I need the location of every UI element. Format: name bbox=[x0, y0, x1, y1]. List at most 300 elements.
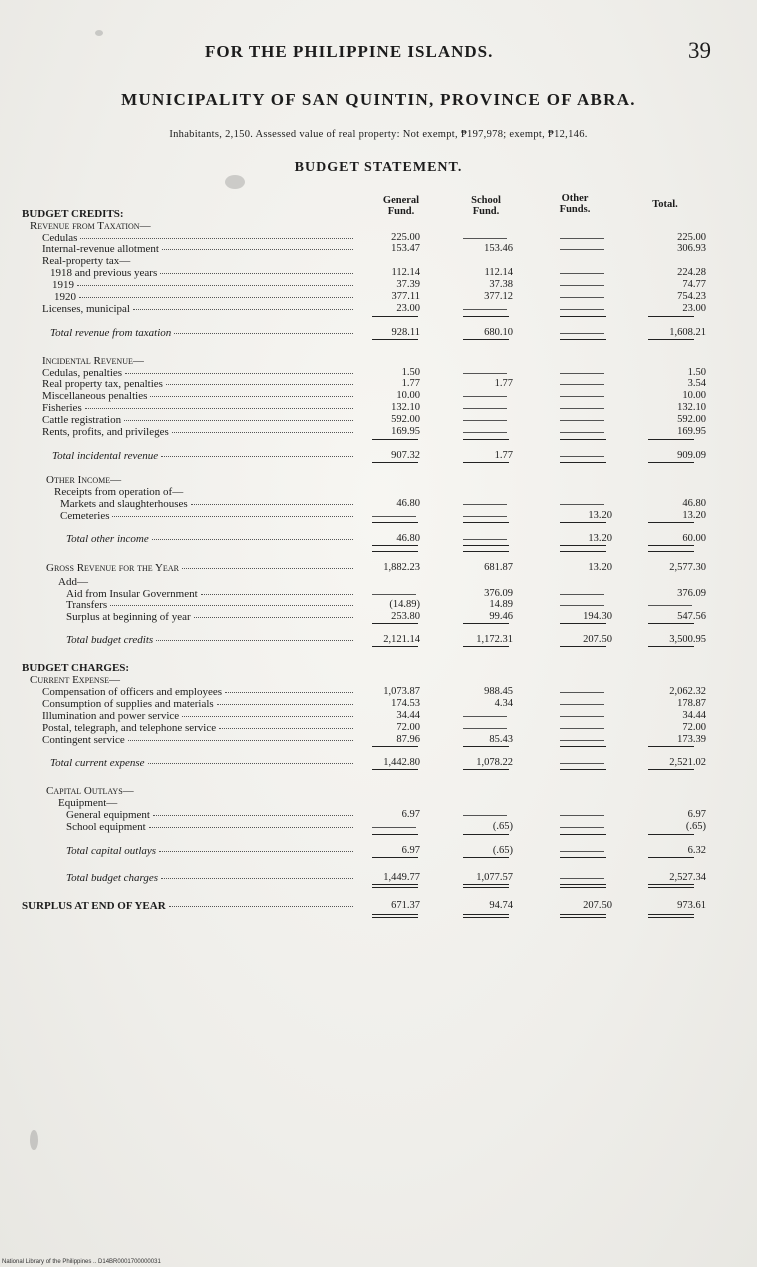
cell-school: (.65) bbox=[492, 845, 513, 856]
cell-total: 6.97 bbox=[687, 809, 706, 820]
leader-dots bbox=[125, 372, 353, 374]
total-rule bbox=[372, 914, 418, 915]
total-rule bbox=[372, 623, 418, 624]
total-rule bbox=[560, 884, 606, 885]
empty-cell-dash bbox=[560, 740, 604, 741]
total-rule bbox=[648, 339, 694, 340]
total-rule bbox=[648, 917, 694, 918]
column-header-school-fund: School Fund. bbox=[471, 195, 501, 217]
row-label bbox=[22, 662, 129, 674]
total-rule bbox=[463, 857, 509, 858]
row-label-text: Illumination and power service bbox=[42, 710, 180, 722]
row-label-text: Postal, telegraph, and telephone service bbox=[42, 722, 217, 734]
cell-school: 1.77 bbox=[494, 378, 513, 389]
leader-dots bbox=[110, 604, 353, 606]
cell-general: 174.53 bbox=[391, 698, 420, 709]
cell-general: 253.80 bbox=[391, 611, 420, 622]
row-label-text: Fisheries bbox=[42, 402, 82, 414]
table-row bbox=[0, 797, 757, 809]
table-row bbox=[0, 414, 757, 426]
cell-school: 376.09 bbox=[484, 588, 513, 599]
total-rule bbox=[463, 917, 509, 918]
cell-total: 74.77 bbox=[682, 279, 706, 290]
cell-school: 99.46 bbox=[489, 611, 513, 622]
leader-dots bbox=[148, 762, 353, 764]
cell-total: 60.00 bbox=[682, 533, 706, 544]
total-rule bbox=[560, 746, 606, 747]
total-rule bbox=[648, 439, 694, 440]
leader-dots bbox=[201, 593, 353, 595]
empty-cell-dash bbox=[463, 516, 507, 517]
cell-total: 13.20 bbox=[682, 510, 706, 521]
cell-general: 1,882.23 bbox=[383, 562, 420, 573]
total-rule bbox=[560, 316, 606, 317]
cell-total: 23.00 bbox=[682, 303, 706, 314]
total-rule bbox=[648, 646, 694, 647]
empty-cell-dash bbox=[560, 605, 604, 606]
leader-dots bbox=[161, 455, 353, 457]
row-label-text: Total revenue from taxation bbox=[50, 327, 172, 339]
leader-dots bbox=[112, 515, 353, 517]
row-label-text: Cemeteries bbox=[60, 510, 110, 522]
total-rule bbox=[648, 834, 694, 835]
cell-total: 376.09 bbox=[677, 588, 706, 599]
leader-dots bbox=[156, 639, 353, 641]
row-label-text: BUDGET CREDITS: bbox=[22, 208, 124, 220]
row-label bbox=[42, 426, 353, 438]
row-label bbox=[58, 797, 117, 809]
total-row bbox=[0, 757, 757, 769]
row-label bbox=[66, 872, 353, 884]
row-label bbox=[42, 710, 353, 722]
table-row bbox=[0, 710, 757, 722]
table-row bbox=[0, 279, 757, 291]
cell-general: 1,442.80 bbox=[383, 757, 420, 768]
total-rule bbox=[560, 339, 606, 340]
empty-cell-dash bbox=[560, 384, 604, 385]
cell-general: 46.80 bbox=[396, 533, 420, 544]
row-label-text: Total other income bbox=[66, 533, 149, 545]
row-label bbox=[66, 634, 353, 646]
empty-cell-dash bbox=[560, 396, 604, 397]
empty-cell-dash bbox=[372, 827, 416, 828]
cell-total: 225.00 bbox=[677, 232, 706, 243]
empty-cell-dash bbox=[560, 408, 604, 409]
empty-cell-dash bbox=[560, 594, 604, 595]
row-label bbox=[42, 686, 353, 698]
row-label bbox=[66, 821, 353, 833]
cell-total: 132.10 bbox=[677, 402, 706, 413]
total-rule bbox=[560, 522, 606, 523]
ink-smudge bbox=[30, 1130, 38, 1150]
table-row bbox=[0, 474, 757, 486]
empty-cell-dash bbox=[560, 692, 604, 693]
row-label-text: Internal-revenue allotment bbox=[42, 243, 159, 255]
cell-general: 153.47 bbox=[391, 243, 420, 254]
running-header bbox=[0, 40, 757, 68]
cell-school: 1,172.31 bbox=[476, 634, 513, 645]
leader-dots bbox=[159, 850, 353, 852]
empty-cell-dash bbox=[560, 273, 604, 274]
row-label bbox=[46, 474, 121, 486]
cell-total: 3.54 bbox=[687, 378, 706, 389]
row-label-text: Transfers bbox=[66, 599, 108, 611]
table-row bbox=[0, 220, 757, 232]
row-label bbox=[22, 208, 124, 220]
empty-cell-dash bbox=[463, 396, 507, 397]
inhabitants-line: Inhabitants, 2,150. Assessed value of real property: Not exempt, ₱197,978; exempt, ₱12,146. bbox=[169, 129, 588, 140]
row-label bbox=[66, 611, 353, 623]
row-label bbox=[42, 243, 353, 255]
cell-general: 112.14 bbox=[391, 267, 420, 278]
row-label-text: 1920 bbox=[54, 291, 76, 303]
leader-dots bbox=[77, 284, 353, 286]
row-label-text: Rents, profits, and privileges bbox=[42, 426, 169, 438]
municipality-title: MUNICIPALITY OF SAN QUINTIN, PROVINCE OF ABRA. bbox=[121, 90, 636, 109]
total-rule bbox=[463, 746, 509, 747]
leader-dots bbox=[150, 395, 353, 397]
total-rule bbox=[648, 914, 694, 915]
empty-cell-dash bbox=[560, 716, 604, 717]
page-number: 39 bbox=[688, 38, 711, 63]
table-row bbox=[0, 809, 757, 821]
empty-cell-dash bbox=[560, 249, 604, 250]
cell-total: 592.00 bbox=[677, 414, 706, 425]
cell-total: 1.50 bbox=[687, 367, 706, 378]
cell-general: 6.97 bbox=[401, 809, 420, 820]
leader-dots bbox=[153, 814, 353, 816]
total-rule bbox=[560, 551, 606, 552]
empty-cell-dash bbox=[560, 704, 604, 705]
total-rule bbox=[372, 917, 418, 918]
cell-general: 1,073.87 bbox=[383, 686, 420, 697]
total-rule bbox=[648, 884, 694, 885]
total-rule bbox=[560, 545, 606, 546]
cell-school: 1,078.22 bbox=[476, 757, 513, 768]
empty-cell-dash bbox=[560, 728, 604, 729]
table-row bbox=[0, 785, 757, 797]
leader-dots bbox=[225, 691, 353, 693]
table-row bbox=[0, 267, 757, 279]
cell-general: 592.00 bbox=[391, 414, 420, 425]
total-row bbox=[0, 533, 757, 545]
cell-school: 988.45 bbox=[484, 686, 513, 697]
cell-total: 72.00 bbox=[682, 722, 706, 733]
row-label-text: Add— bbox=[58, 576, 88, 588]
row-label-text: Total budget credits bbox=[66, 634, 154, 646]
total-rule bbox=[372, 769, 418, 770]
leader-dots bbox=[191, 503, 353, 505]
column-header-general-fund: General Fund. bbox=[382, 195, 420, 217]
row-label-text: 1919 bbox=[52, 279, 74, 291]
total-rule bbox=[463, 887, 509, 888]
total-row bbox=[0, 327, 757, 339]
empty-cell-dash bbox=[560, 285, 604, 286]
empty-cell-dash bbox=[463, 420, 507, 421]
row-label-text: Surplus at beginning of year bbox=[66, 611, 191, 623]
row-label bbox=[42, 722, 353, 734]
row-label bbox=[50, 267, 353, 279]
cell-total: (.65) bbox=[685, 821, 706, 832]
row-label bbox=[54, 486, 183, 498]
table-row bbox=[0, 510, 757, 522]
table-row bbox=[0, 698, 757, 710]
empty-cell-dash bbox=[560, 420, 604, 421]
empty-cell-dash bbox=[560, 333, 604, 334]
leader-dots bbox=[172, 431, 353, 433]
leader-dots bbox=[169, 905, 353, 907]
row-label-text: Contingent service bbox=[42, 734, 125, 746]
total-row bbox=[0, 634, 757, 646]
total-rule bbox=[560, 623, 606, 624]
total-rule bbox=[560, 887, 606, 888]
cell-school: 153.46 bbox=[484, 243, 513, 254]
cell-general: 225.00 bbox=[391, 232, 420, 243]
empty-cell-dash bbox=[560, 297, 604, 298]
total-rule bbox=[372, 545, 418, 546]
table-row bbox=[0, 378, 757, 390]
row-label bbox=[22, 900, 353, 912]
total-rule bbox=[372, 551, 418, 552]
row-label-text: Real-property tax— bbox=[42, 255, 131, 267]
row-label bbox=[42, 734, 353, 746]
total-rule bbox=[372, 462, 418, 463]
leader-dots bbox=[80, 237, 353, 239]
cell-general: 6.97 bbox=[401, 845, 420, 856]
table-row bbox=[0, 576, 757, 588]
empty-cell-dash bbox=[463, 716, 507, 717]
cell-school: (.65) bbox=[492, 821, 513, 832]
cell-general: 2,121.14 bbox=[383, 634, 420, 645]
row-label bbox=[50, 757, 353, 769]
leader-dots bbox=[194, 616, 353, 618]
row-label bbox=[58, 576, 88, 588]
row-label-text: General equipment bbox=[66, 809, 150, 821]
scan-footer: National Library of the Philippines .. D14BR0001700000031 bbox=[2, 1259, 161, 1265]
empty-cell-dash bbox=[463, 539, 507, 540]
leader-dots bbox=[124, 419, 353, 421]
leader-dots bbox=[152, 538, 353, 540]
empty-cell-dash bbox=[463, 408, 507, 409]
total-rule bbox=[648, 545, 694, 546]
empty-cell-dash bbox=[463, 238, 507, 239]
cell-other: 207.50 bbox=[583, 900, 612, 911]
table-row bbox=[0, 662, 757, 674]
empty-cell-dash bbox=[648, 605, 692, 606]
total-rule bbox=[372, 646, 418, 647]
total-rule bbox=[372, 316, 418, 317]
empty-cell-dash bbox=[560, 238, 604, 239]
table-row bbox=[0, 208, 757, 220]
cell-school: 4.34 bbox=[494, 698, 513, 709]
row-label-text: Total capital outlays bbox=[66, 845, 157, 857]
table-row bbox=[0, 255, 757, 267]
table-row bbox=[0, 291, 757, 303]
total-row bbox=[0, 450, 757, 462]
cell-total: 178.87 bbox=[677, 698, 706, 709]
cell-general: 169.95 bbox=[391, 426, 420, 437]
empty-cell-dash bbox=[560, 504, 604, 505]
table-row bbox=[0, 355, 757, 367]
cell-other: 194.30 bbox=[583, 611, 612, 622]
total-rule bbox=[463, 769, 509, 770]
cell-school: 377.12 bbox=[484, 291, 513, 302]
table-row bbox=[0, 402, 757, 414]
row-label bbox=[42, 378, 353, 390]
empty-cell-dash bbox=[463, 373, 507, 374]
total-rule bbox=[648, 623, 694, 624]
row-label-text: Incidental Revenue— bbox=[42, 355, 144, 367]
table-row bbox=[0, 243, 757, 255]
total-rule bbox=[560, 439, 606, 440]
total-rule bbox=[463, 545, 509, 546]
total-rule bbox=[463, 339, 509, 340]
cell-school: 680.10 bbox=[484, 327, 513, 338]
total-row bbox=[0, 845, 757, 857]
cell-general: 34.44 bbox=[396, 710, 420, 721]
row-label-text: Aid from Insular Government bbox=[66, 588, 198, 600]
row-label-text: BUDGET CHARGES: bbox=[22, 662, 130, 674]
table-row bbox=[0, 674, 757, 686]
leader-dots bbox=[79, 296, 353, 298]
cell-total: 10.00 bbox=[682, 390, 706, 401]
ink-smudge bbox=[95, 30, 103, 36]
total-rule bbox=[372, 522, 418, 523]
row-label-text: Miscellaneous penalties bbox=[42, 390, 148, 402]
table-row bbox=[0, 303, 757, 315]
row-label bbox=[42, 402, 353, 414]
row-label-text: Cedulas bbox=[42, 232, 78, 244]
row-label bbox=[54, 291, 353, 303]
table-row bbox=[0, 426, 757, 438]
cell-general: (14.89) bbox=[389, 599, 420, 610]
leader-dots bbox=[149, 826, 353, 828]
total-rule bbox=[372, 887, 418, 888]
total-rule bbox=[372, 834, 418, 835]
row-label-text: Total budget charges bbox=[66, 872, 159, 884]
cell-total: 46.80 bbox=[682, 498, 706, 509]
cell-general: 87.96 bbox=[396, 734, 420, 745]
table-row bbox=[0, 611, 757, 623]
cell-other: 13.20 bbox=[588, 510, 612, 521]
cell-school: 37.38 bbox=[489, 279, 513, 290]
empty-cell-dash bbox=[560, 373, 604, 374]
cell-total: 169.95 bbox=[677, 426, 706, 437]
cell-general: 10.00 bbox=[396, 390, 420, 401]
row-label bbox=[50, 327, 353, 339]
row-label-text: Equipment— bbox=[58, 797, 118, 809]
row-label-text: Real property tax, penalties bbox=[42, 378, 163, 390]
empty-cell-dash bbox=[463, 504, 507, 505]
row-label bbox=[66, 845, 353, 857]
cell-total: 754.23 bbox=[677, 291, 706, 302]
row-label-text: Revenue from Taxation— bbox=[30, 220, 151, 232]
total-rule bbox=[648, 857, 694, 858]
row-label bbox=[52, 450, 353, 462]
empty-cell-dash bbox=[372, 516, 416, 517]
column-header-other-funds: Other Funds. bbox=[559, 193, 591, 215]
cell-general: 46.80 bbox=[396, 498, 420, 509]
leader-dots bbox=[85, 407, 353, 409]
row-label bbox=[46, 562, 353, 574]
row-label-text: Cattle registration bbox=[42, 414, 122, 426]
row-label-text: Current Expense— bbox=[30, 674, 121, 686]
leader-dots bbox=[166, 383, 353, 385]
cell-general: 132.10 bbox=[391, 402, 420, 413]
total-row bbox=[0, 872, 757, 884]
total-row bbox=[0, 900, 757, 912]
cell-general: 1.77 bbox=[401, 378, 420, 389]
cell-school: 681.87 bbox=[484, 562, 513, 573]
cell-general: 1.50 bbox=[401, 367, 420, 378]
leader-dots bbox=[217, 703, 353, 705]
row-label-text: Total current expense bbox=[50, 757, 145, 769]
cell-other: 207.50 bbox=[583, 634, 612, 645]
row-label-text: Total incidental revenue bbox=[52, 450, 159, 462]
total-rule bbox=[560, 917, 606, 918]
total-rule bbox=[463, 646, 509, 647]
row-label bbox=[42, 698, 353, 710]
total-rule bbox=[560, 646, 606, 647]
cell-general: 1,449.77 bbox=[383, 872, 420, 883]
total-rule bbox=[372, 857, 418, 858]
leader-dots bbox=[133, 308, 353, 310]
total-rule bbox=[560, 914, 606, 915]
cell-general: 23.00 bbox=[396, 303, 420, 314]
row-label-text: School equipment bbox=[66, 821, 146, 833]
row-label-text: Compensation of officers and employees bbox=[42, 686, 223, 698]
row-label-text: Licenses, municipal bbox=[42, 303, 130, 315]
cell-total: 2,062.32 bbox=[669, 686, 706, 697]
total-rule bbox=[560, 462, 606, 463]
statement-title: BUDGET STATEMENT. bbox=[294, 160, 463, 175]
total-rule bbox=[463, 834, 509, 835]
cell-total: 2,521.02 bbox=[669, 757, 706, 768]
total-rule bbox=[648, 746, 694, 747]
cell-total: 909.09 bbox=[677, 450, 706, 461]
total-rule bbox=[648, 522, 694, 523]
empty-cell-dash bbox=[560, 456, 604, 457]
table-row bbox=[0, 821, 757, 833]
row-label-text: Other Income— bbox=[46, 474, 122, 486]
cell-total: 6.32 bbox=[687, 845, 706, 856]
row-label-text: Receipts from operation of— bbox=[54, 486, 184, 498]
total-rule bbox=[648, 769, 694, 770]
total-rule bbox=[463, 316, 509, 317]
total-rule bbox=[463, 551, 509, 552]
cell-total: 34.44 bbox=[682, 710, 706, 721]
cell-school: 1,077.57 bbox=[476, 872, 513, 883]
cell-school: 14.89 bbox=[489, 599, 513, 610]
empty-cell-dash bbox=[463, 309, 507, 310]
leader-dots bbox=[174, 332, 353, 334]
ink-smudge bbox=[225, 175, 245, 189]
row-label bbox=[66, 809, 353, 821]
total-rule bbox=[463, 623, 509, 624]
empty-cell-dash bbox=[560, 851, 604, 852]
total-rule bbox=[648, 887, 694, 888]
leader-dots bbox=[162, 248, 353, 250]
row-label bbox=[66, 599, 353, 611]
row-label-text: Gross Revenue for the Year bbox=[46, 562, 179, 574]
table-row bbox=[0, 486, 757, 498]
leader-dots bbox=[161, 877, 353, 879]
row-label bbox=[52, 279, 353, 291]
empty-cell-dash bbox=[560, 827, 604, 828]
table-row bbox=[0, 599, 757, 611]
cell-other: 13.20 bbox=[588, 562, 612, 573]
cell-school: 1.77 bbox=[494, 450, 513, 461]
